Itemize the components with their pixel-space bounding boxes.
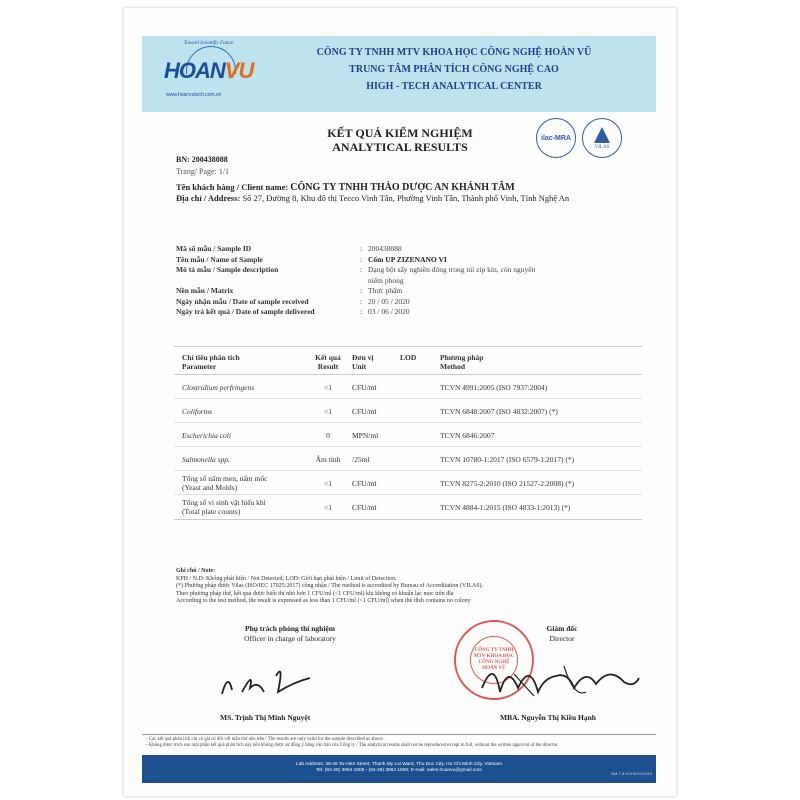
header-lod: LOD [400, 353, 417, 362]
lab-officer-name: MS. Trịnh Thị Minh Nguyệt [220, 713, 311, 722]
director-title-en: Director [549, 634, 575, 643]
notes-block [176, 568, 646, 606]
note-line: According to the test method, the result is expressed as less than 1 CFU/ml (<1 CFU/ml) when the dish contains no colony [176, 598, 471, 604]
lab-officer-block [220, 624, 360, 644]
report-number: BN: 200438088 [176, 155, 228, 164]
sample-info [176, 244, 626, 318]
cell-method: TCVN 10780-1:2017 (ISO 6579-1:2017) (*) [440, 455, 575, 464]
page-number: Trang/ Page: 1/1 [176, 167, 230, 176]
sample-name-row: Tên mẫu / Name of Sample : Cốm UP ZIZENANO VI [176, 255, 626, 266]
center-name-vi: TRUNG TÂM PHÂN TÍCH CÔNG NGHỆ CAO [349, 64, 559, 75]
client-name-label: Tên khách hàng / Client name: [176, 182, 289, 192]
director-name: MBA. Nguyễn Thị Kiều Hạnh [500, 713, 596, 722]
header-method: Phương pháp Method [440, 353, 484, 371]
table-row [174, 495, 642, 519]
cell-unit: CFU/ml [352, 479, 377, 488]
lab-contact: Tel: (84-28) 3964 1905 - (84-28) 3964 1906; E-mail: sales.hoanvu@gmail.com [316, 768, 482, 773]
sample-name-value: Cốm UP ZIZENANO VI [368, 254, 447, 264]
footer-disclaimer: - Các kết quả phân tích chỉ có giá trị đối với mẫu thử nêu trên / The results are only valid for the sample described as above. - Không được trích sao một phần kết quả phân tích này nếu không được sự đồng ý bằng văn bản của Công ty / The analytical results shall not be reproduced except in full, without the written approval of the director. [146, 737, 559, 748]
cell-parameter: Coliforms [182, 407, 213, 416]
delivered-value: 03 / 06 / 2020 [368, 307, 410, 316]
footer-contact-band [142, 755, 656, 783]
form-code: BM-7.8.01/HV/01/2019 [611, 771, 652, 776]
lab-officer-title-en: Officer in charge of laboratory [244, 634, 336, 643]
cell-method: TCVN 4884-1:2015 (ISO 4833-1:2013) (*) [440, 503, 571, 512]
table-row [174, 447, 642, 471]
matrix-row: Nền mẫu / Matrix : Thực phẩm [176, 286, 626, 297]
table-row [174, 375, 642, 399]
notes-heading: Ghi chú / Note: [176, 568, 216, 574]
cell-unit: CFU/ml [352, 407, 377, 416]
client-address: Số 27, Đường 8, Khu đô thị Tecco Vinh Tân, Phường Vinh Tân, Thành phố Vinh, Tỉnh Nghệ An [242, 193, 570, 203]
header-parameter: Chỉ tiêu phân tích Parameter [182, 353, 240, 371]
delivered-row: Ngày trả kết quả / Date of sample delivered : 03 / 06 / 2020 [176, 307, 626, 318]
cell-result: <1 [324, 479, 332, 488]
client-name: CÔNG TY TNHH THẢO DƯỢC AN KHÁNH TÂM [290, 182, 515, 193]
director-title: Giám đốc [546, 624, 578, 633]
received-row: Ngày nhận mẫu / Date of sample received : 20 / 05 / 2020 [176, 297, 626, 308]
note-line: Theo phương pháp thử, kết quả được biểu thị nhỏ hơn 1 CFU/ml (<1 CFU/ml) khi không có khuẩn lạc mọc trên đĩa [176, 590, 454, 597]
lab-officer-title: Phụ trách phòng thí nghiệm [244, 624, 336, 633]
cell-unit: CFU/ml [352, 383, 377, 392]
client-address-label: Địa chỉ / Address: [176, 193, 241, 203]
vilas-seal-icon: VILAS [582, 118, 622, 158]
cell-result: Âm tính [315, 455, 341, 464]
table-row [174, 399, 642, 423]
cell-result: <1 [324, 407, 332, 416]
client-block [176, 182, 656, 204]
cell-parameter: Clostridium perfringens [182, 383, 255, 392]
cell-parameter: Salmonella spp. [182, 455, 230, 464]
director-signature-icon [474, 648, 644, 708]
sample-name-label: Tên mẫu / Name of Sample [176, 254, 263, 264]
cell-parameter: Tổng số vi sinh vật hiếu khí (Total plate counts) [182, 498, 266, 516]
document-page [124, 8, 676, 796]
accreditation-seals [536, 118, 626, 160]
cell-method: TCVN 6848:2007 (ISO 4832:2007) (*) [440, 407, 558, 416]
logo-brand-main: HOAN [164, 58, 225, 83]
note-line: KPH / N.D: Không phát hiện / Not Detected; LOD: Giới hạn phát hiện / Limit of Detection. [176, 575, 397, 582]
sample-id-value: 200438088 [368, 244, 402, 253]
received-value: 20 / 05 / 2020 [368, 296, 410, 306]
table-row [174, 471, 642, 495]
cell-unit: MPN/ml [352, 431, 379, 440]
sample-id-label: Mã số mẫu / Sample ID [176, 244, 252, 253]
company-logo [156, 42, 252, 106]
header-banner [142, 36, 656, 112]
cell-method: TCVN 8275-2:2010 (ISO 21527-2:2008) (*) [440, 479, 575, 488]
logo-url: www.hoanvutech.com.vn [166, 92, 222, 98]
cell-parameter: Escherichia coli [182, 431, 231, 440]
cell-result: <1 [324, 383, 332, 392]
title-en: ANALYTICAL RESULTS [332, 140, 468, 154]
table-row [174, 423, 642, 447]
cell-result: 0 [326, 431, 330, 440]
note-line: (*) Phương pháp được Vilas (ISO/IEC 17025:2017) công nhận / The method is accredited by Bureau of Accreditation (VILAS). [176, 583, 484, 589]
stamp-text: CÔNG TY TNHH MTV KHOA HỌC CÔNG NGHỆ HOÀN VŨ [470, 636, 518, 684]
logo-tagline: Toward Scientific Future [184, 41, 234, 46]
title-vi: KẾT QUẢ KIỂM NGHIỆM [327, 126, 473, 140]
lab-officer-signature-icon [214, 652, 334, 702]
sample-id-row: Mã số mẫu / Sample ID : 200438088 [176, 244, 626, 255]
cell-method: TCVN 4991:2005 (ISO 7937:2004) [440, 383, 548, 392]
cell-unit: CFU/ml [352, 503, 377, 512]
table-header [174, 347, 642, 375]
matrix-label: Nền mẫu / Matrix [176, 286, 234, 295]
sample-desc-value: Dạng bột sấy nghiền đóng trong túi zip kín, còn nguyên niêm phong [368, 265, 536, 285]
matrix-value: Thực phẩm [368, 286, 403, 295]
results-table [174, 346, 642, 520]
company-block [254, 44, 654, 95]
cell-method: TCVN 6846:2007 [440, 431, 495, 440]
cell-unit: /25ml [352, 455, 370, 464]
ilac-mra-seal-icon: ilac-MRA [536, 118, 576, 158]
delivered-label: Ngày trả kết quả / Date of sample delivered [176, 307, 315, 316]
cell-result: <1 [324, 503, 332, 512]
header-result: Kết quả Result [315, 353, 341, 371]
company-name: CÔNG TY TNHH MTV KHOA HỌC CÔNG NGHỆ HOÀN VŨ [316, 47, 592, 58]
sample-desc-label: Mô tả mẫu / Sample description [176, 265, 279, 274]
received-label: Ngày nhận mẫu / Date of sample received [176, 296, 309, 306]
header-unit: Đơn vị Unit [352, 353, 374, 371]
lab-address: Lab Address: 39-45 Ta Hien Street, Thanh My Loi Ward, Thu Duc City, Ho Chi Minh City, Vietnam [296, 762, 502, 767]
sample-desc-row: Mô tả mẫu / Sample description : Dạng bột sấy nghiền đóng trong túi zip kín, còn nguyên niêm phong [176, 265, 626, 286]
center-name-en: HIGH - TECH ANALYTICAL CENTER [366, 81, 542, 92]
logo-brand [164, 58, 253, 84]
footer [142, 734, 656, 782]
cell-parameter: Tổng số nấm men, nấm mốc (Yeast and Molds) [182, 474, 268, 492]
logo-brand-accent: VU [224, 58, 254, 83]
